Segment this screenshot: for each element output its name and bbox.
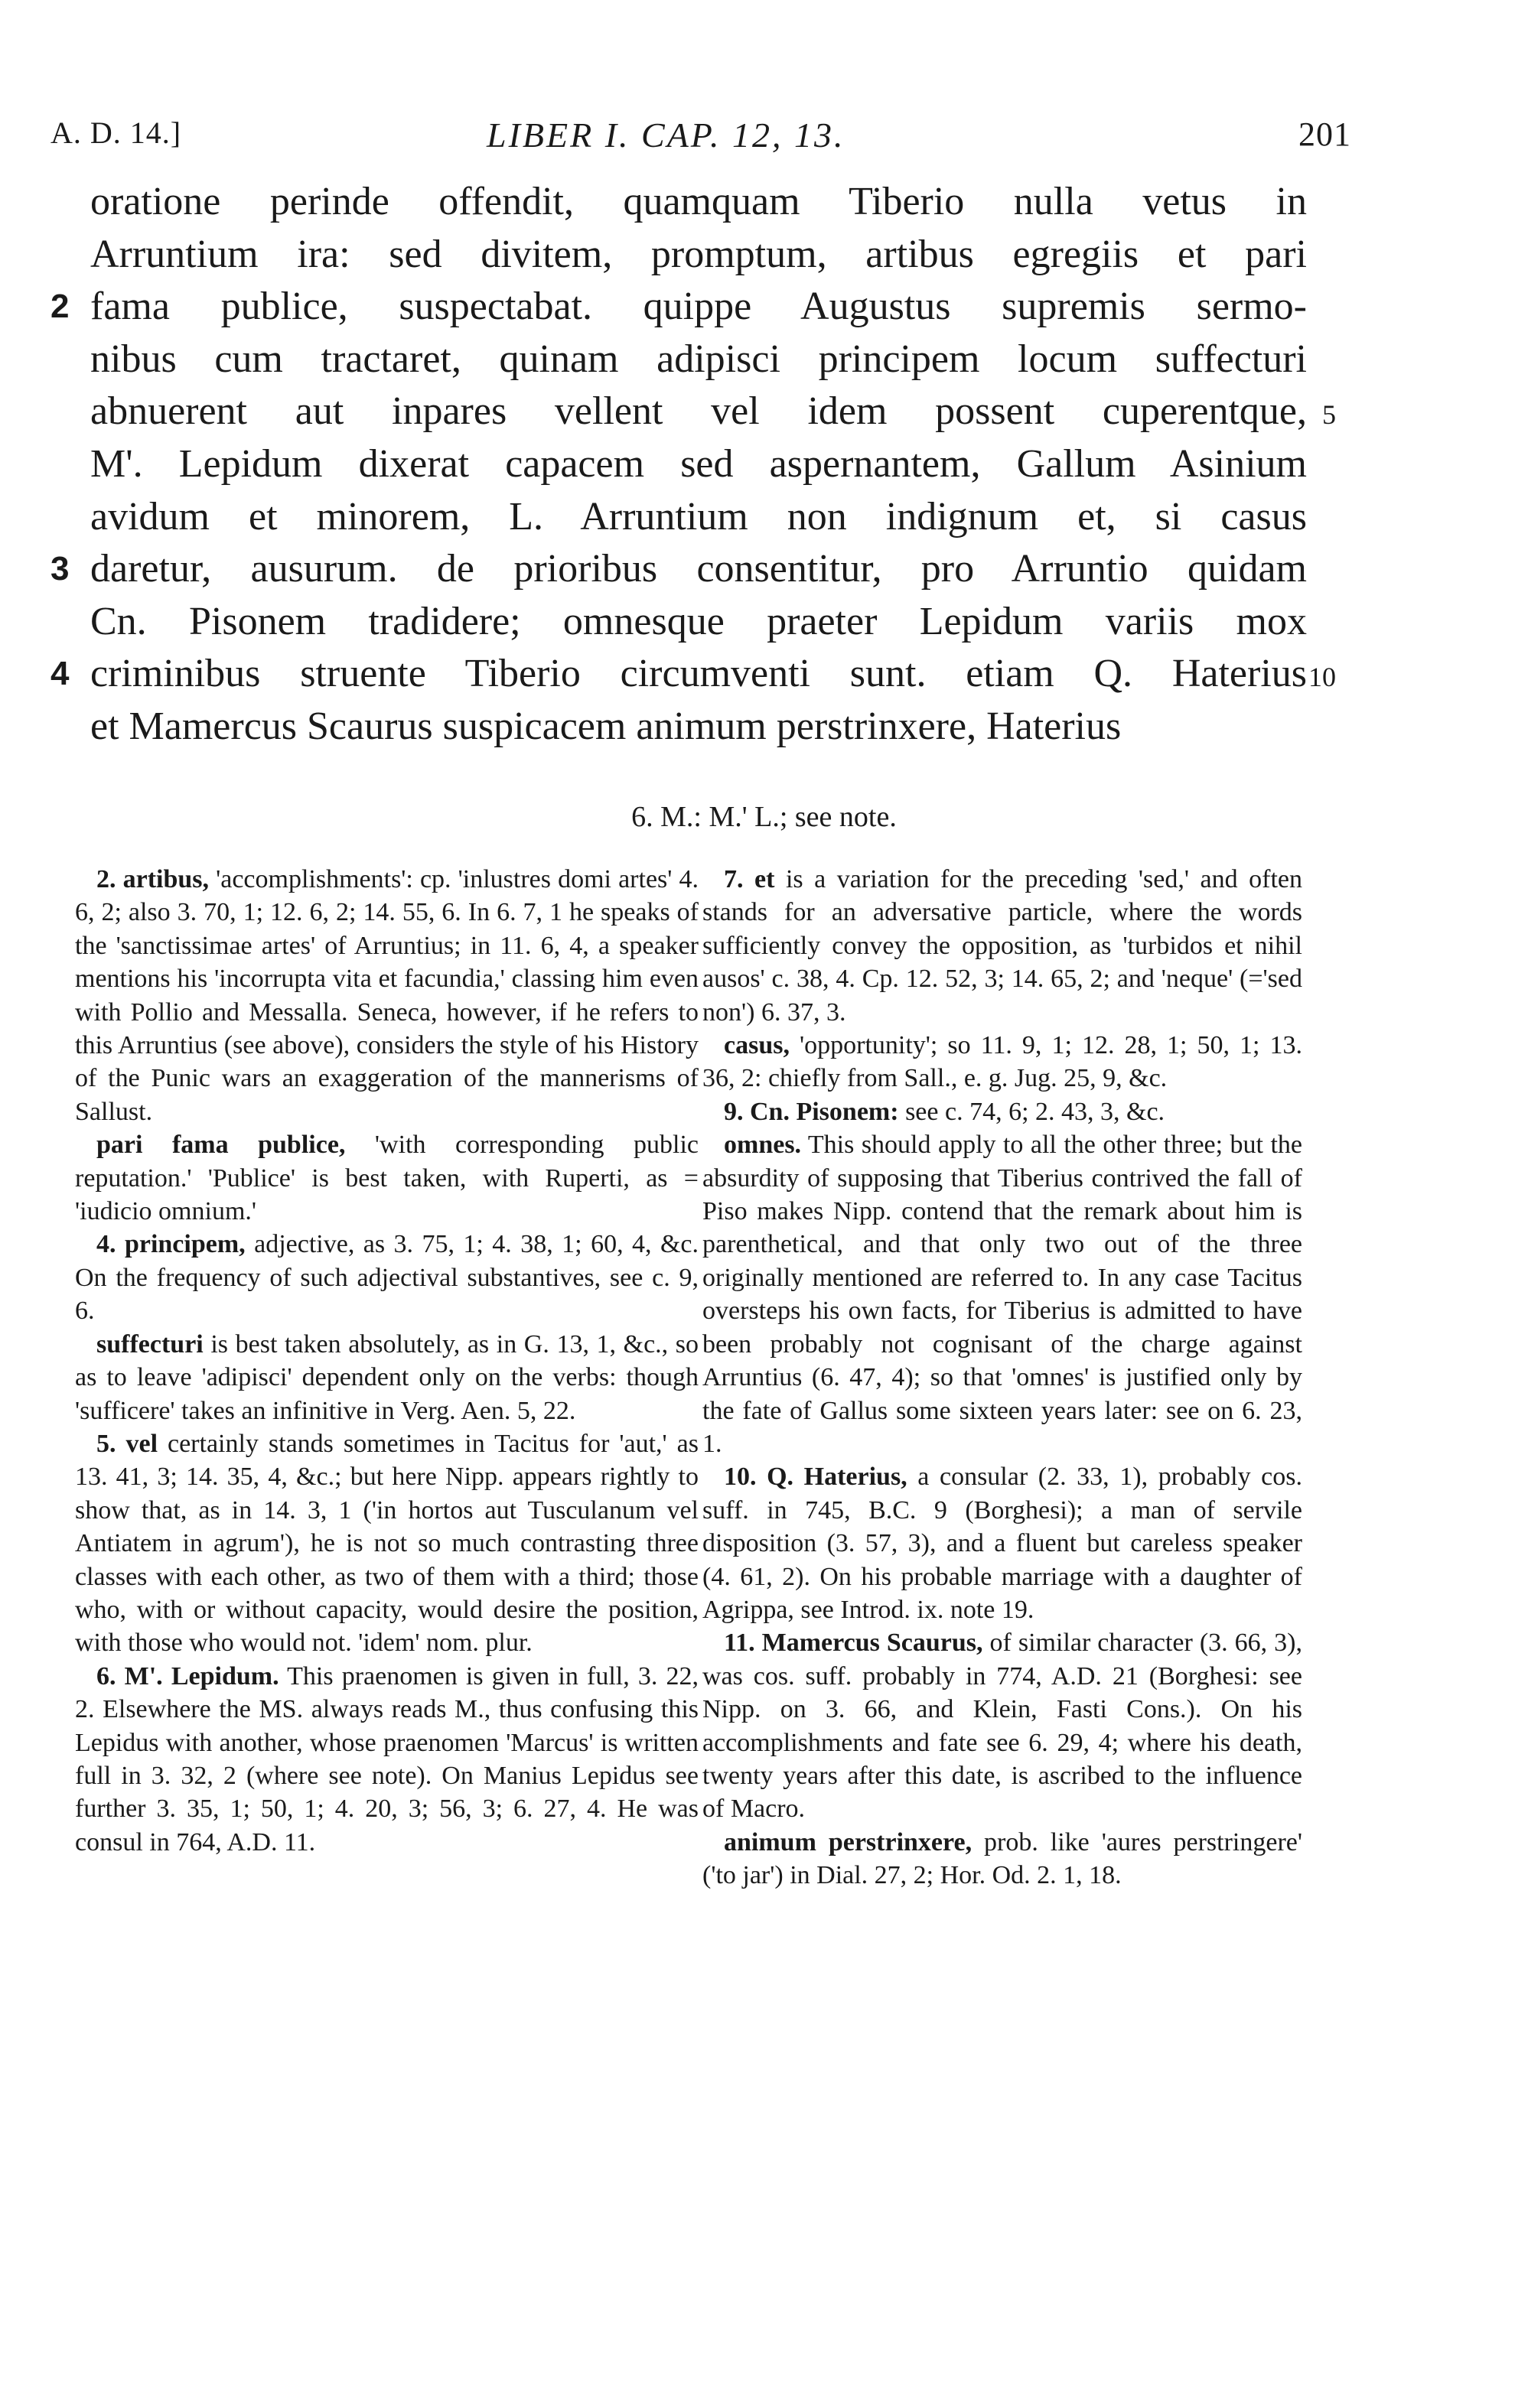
note-lemma: omnes.: [724, 1131, 802, 1160]
commentary-left-column: [75, 863, 699, 1859]
commentary-note: [702, 1029, 1302, 1095]
note-text: is best taken absolutely, as in G. 13, 1, &c., so as to leave 'adipisci' dependent only on the verbs: though 'sufficere' takes an infinitive in Verg. Aen. 5, 22.: [75, 1329, 699, 1425]
main-line: [90, 176, 1307, 229]
running-header: [50, 115, 1351, 164]
commentary-note: [702, 1460, 1302, 1626]
note-text: is a variation for the preceding 'sed,' and often stands for an adversative particle, where the words sufficiently convey the opposition, as 'turbidos et nihil ausos' c. 38, 4. Cp. 12. 52, 3; 14. 65, 2; and 'neque' (='sed non') 6. 37, 3.: [702, 865, 1302, 1027]
main-line: [90, 491, 1307, 544]
note-text: adjective, as 3. 75, 1; 4. 38, 1; 60, 4, &c. On the frequency of such adjectival substantives, see c. 9, 6.: [75, 1230, 699, 1326]
commentary-note: [702, 863, 1302, 1029]
note-text: of similar character (3. 66, 3), was cos. suff. probably in 774, A.D. 21 (Borghesi: see Nipp. on 3. 66, and Klein, Fasti Cons.). On his accomplishments and fate see 6. 29, 4; where his death, twenty years after this date, is ascribed to the influence of Macro.: [702, 1629, 1302, 1824]
note-lemma: 2. artibus,: [96, 865, 210, 893]
critical-apparatus: 6. M.: M.' L.; see note.: [631, 801, 897, 833]
main-line: [90, 229, 1307, 281]
section-number: 3: [50, 550, 70, 588]
note-lemma: 4. principem,: [96, 1230, 246, 1259]
main-line-text: avidum et minorem, L. Arruntium non indignum et, si casus: [90, 494, 1307, 539]
note-lemma: 9. Cn. Pisonem:: [724, 1097, 899, 1126]
note-lemma: 10. Q. Haterius,: [724, 1463, 907, 1492]
commentary-note: [75, 863, 699, 1128]
main-line-text: abnuerent aut inpares vellent vel idem possent cuperentque,: [90, 389, 1307, 434]
note-text: certainly stands sometimes in Tacitus for 'aut,' as 13. 41, 3; 14. 35, 4, &c.; but here Nipp. appears rightly to show that, as in 14. 3, 1 ('in hortos aut Tusculanum vel Antiatem in agrum'), he is not so much contrasting three classes with each other, as two of them with a third; those who, with or without capacity, would desire the position, with those who would not. 'idem' nom. plur.: [75, 1429, 699, 1658]
header-date: A. D. 14.]: [50, 116, 182, 150]
main-line: [90, 701, 1307, 753]
note-text: prob. like 'aures perstringere' ('to jar') in Dial. 27, 2; Hor. Od. 2. 1, 18.: [702, 1827, 1302, 1890]
commentary-note: [75, 1228, 699, 1327]
commentary-note: [75, 1128, 699, 1228]
commentary-right-column: [702, 863, 1302, 1892]
main-line-text: M'. Lepidum dixerat capacem sed aspernantem, Gallum Asinium: [90, 441, 1307, 486]
main-line: [50, 648, 1336, 701]
note-lemma: animum perstrinxere,: [724, 1827, 973, 1856]
note-text: This should apply to all the other three; but the absurdity of supposing that Tiberius contrived the fall of Piso makes Nipp. contend that the remark about him is parenthetical, and that only two out of the three originally mentioned are referred to. In any case Tacitus oversteps his own facts, for Tiberius is admitted to have been probably not cognisant of the charge against Arruntius (6. 47, 4); so that 'omnes' is justified only by the fate of Gallus some sixteen years later: see on 6. 23, 1.: [702, 1131, 1302, 1458]
note-lemma: casus,: [724, 1031, 790, 1060]
commentary-note: [75, 1328, 699, 1427]
page-number: 201: [1298, 116, 1351, 153]
section-number: 2: [50, 288, 70, 326]
note-lemma: 11. Mamercus Scaurus,: [724, 1629, 983, 1658]
section-number: 4: [50, 655, 70, 693]
main-line-text: Cn. Pisonem tradidere; omnesque praeter Lepidum variis mox: [90, 599, 1307, 643]
main-line: [90, 386, 1336, 438]
note-lemma: 6. M'. Lepidum.: [96, 1661, 279, 1690]
main-line: [90, 438, 1307, 491]
note-lemma: pari fama publice,: [96, 1131, 346, 1160]
note-text: 'opportunity'; so 11. 9, 1; 12. 28, 1; 50, 1; 13. 36, 2: chiefly from Sall., e. g. Jug. 25, 9, &c.: [702, 1031, 1302, 1093]
commentary-note: [702, 1626, 1302, 1825]
main-line-text: fama publice, suspectabat. quippe Augustus supremis sermo-: [90, 285, 1307, 329]
main-text: [50, 176, 1336, 753]
note-text: This praenomen is given in full, 3. 22, 2. Elsewhere the MS. always reads M., thus confusing this Lepidus with another, whose praenomen 'Marcus' is written full in 3. 32, 2 (where see note). On Manius Lepidus see further 3. 35, 1; 50, 1; 4. 20, 3; 56, 3; 6. 27, 4. He was consul in 764, A.D. 11.: [75, 1661, 699, 1856]
main-line-text: oratione perinde offendit, quamquam Tiberio nulla vetus in: [90, 180, 1307, 223]
main-line: [90, 596, 1307, 649]
main-line: [50, 281, 1307, 334]
commentary-note: [702, 1128, 1302, 1460]
note-text: see c. 74, 6; 2. 43, 3, &c.: [898, 1097, 1165, 1126]
note-text: 'accomplishments': cp. 'inlustres domi artes' 4. 6, 2; also 3. 70, 1; 12. 6, 2; 14. 55, 6. In 6. 7, 1 he speaks of the 'sanctissimae artes' of Arruntius; in 11. 6, 4, a speaker mentions his 'incorrupta vita et facundia,' classing him even with Pollio and Messalla. Seneca, however, if he refers to this Arruntius (see above), considers the style of his History of the Punic wars an exaggeration of the mannerisms of Sallust.: [75, 865, 699, 1126]
line-number: 10: [1308, 662, 1336, 693]
commentary-note: [75, 1427, 699, 1660]
commentary-note: [702, 1826, 1302, 1892]
note-lemma: 5. vel: [96, 1429, 158, 1458]
main-line: [50, 543, 1307, 596]
main-line-text: et Mamercus Scaurus suspicacem animum perstrinxere, Haterius: [90, 704, 1122, 748]
main-line-text: Arruntium ira: sed divitem, promptum, artibus egregiis et pari: [90, 232, 1307, 276]
line-number: 5: [1322, 399, 1336, 431]
commentary-note: [75, 1660, 699, 1859]
note-lemma: 7. et: [724, 865, 775, 893]
note-lemma: suffecturi: [96, 1329, 204, 1359]
commentary-note: [702, 1095, 1302, 1128]
main-line-text: criminibus struente Tiberio circumventi sunt. etiam Q. Haterius: [90, 652, 1307, 696]
header-title: LIBER I. CAP. 12, 13.: [487, 116, 845, 155]
note-text: a consular (2. 33, 1), probably cos. suff. in 745, B.C. 9 (Borghesi); a man of servile disposition (3. 57, 3), and a fluent but careless speaker (4. 61, 2). On his probable marriage with a daughter of Agrippa, see Introd. ix. note 19.: [702, 1463, 1302, 1624]
note-text: 'with corresponding public reputation.' 'Publice' is best taken, with Ruperti, as = 'iudicio omnium.': [75, 1131, 699, 1226]
main-line: [90, 334, 1307, 386]
main-line-text: daretur, ausurum. de prioribus consentitur, pro Arruntio quidam: [90, 547, 1307, 591]
main-line-text: nibus cum tractaret, quinam adipisci principem locum suffecturi: [90, 337, 1307, 381]
